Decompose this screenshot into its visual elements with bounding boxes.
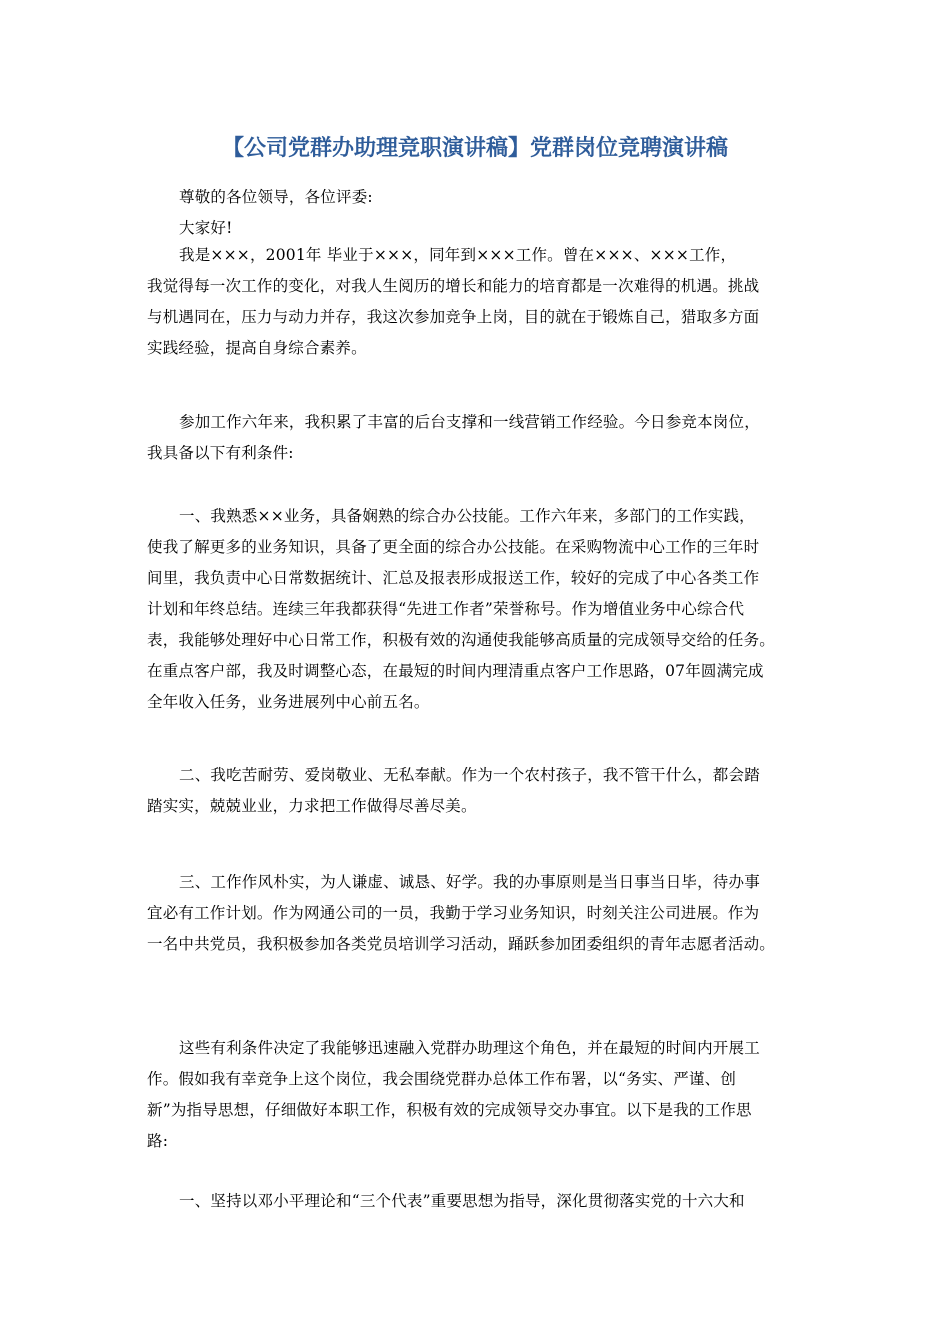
paragraph-line: 宜必有工作计划。作为网通公司的一员，我勤于学习业务知识，时刻关注公司进展。作为: [147, 904, 760, 922]
paragraph-line: 一、坚持以邓小平理论和“三个代表”重要思想为指导，深化贯彻落实党的十六大和: [179, 1192, 745, 1210]
paragraph-line: 计划和年终总结。连续三年我都获得“先进工作者”荣誉称号。作为增值业务中心综合代: [147, 600, 745, 618]
paragraph-line: 踏实实，兢兢业业，力求把工作做得尽善尽美。: [147, 797, 477, 815]
body-paragraph-5: [147, 867, 803, 960]
paragraph-line: 新”为指导思想，仔细做好本职工作，积极有效的完成领导交办事宜。以下是我的工作思: [147, 1101, 752, 1119]
greeting-line: 大家好!: [179, 219, 233, 237]
paragraph-line: 我具备以下有利条件:: [147, 444, 294, 462]
paragraph-line: 一、我熟悉××业务，具备娴熟的综合办公技能。工作六年来，多部门的工作实践，: [179, 507, 755, 525]
salutation-line: 尊敬的各位领导，各位评委:: [179, 188, 373, 206]
paragraph-line: 实践经验，提高自身综合素养。: [147, 339, 367, 357]
paragraph-line: 三、工作作风朴实，为人谦虚、诚恳、好学。我的办事原则是当日事当日毕，待办事: [179, 873, 760, 891]
body-paragraph-6: [147, 1033, 803, 1157]
paragraph-line: 间里，我负责中心日常数据统计、汇总及报表形成报送工作，较好的完成了中心各类工作: [147, 569, 760, 587]
paragraph-line: 与机遇同在，压力与动力并存，我这次参加竞争上岗，目的就在于锻炼自己，猎取多方面: [147, 308, 760, 326]
document-title: 【公司党群办助理竞职演讲稿】党群岗位竞聘演讲稿: [221, 136, 728, 161]
paragraph-line: 在重点客户部，我及时调整心态，在最短的时间内理清重点客户工作思路，07年圆满完成: [147, 662, 764, 680]
paragraph-line: 我觉得每一次工作的变化，对我人生阅历的增长和能力的培育都是一次难得的机遇。挑战: [147, 277, 760, 295]
body-paragraph-2: [147, 407, 803, 469]
body-paragraph-1: [147, 240, 803, 364]
salutation-paragraph: [147, 182, 803, 213]
paragraph-line: 表，我能够处理好中心日常工作，积极有效的沟通使我能够高质量的完成领导交给的任务。: [147, 631, 776, 649]
paragraph-line: 作。假如我有幸竞争上这个岗位，我会围绕党群办总体工作布署，以“务实、严谨、创: [147, 1070, 737, 1088]
paragraph-line: 我是×××，2001年 毕业于×××，同年到×××工作。曾在×××、×××工作，: [179, 246, 737, 264]
body-paragraph-7: [147, 1186, 803, 1217]
paragraph-line: 二、我吃苦耐劳、爱岗敬业、无私奉献。作为一个农村孩子，我不管干什么，都会踏: [179, 766, 760, 784]
paragraph-line: 参加工作六年来，我积累了丰富的后台支撑和一线营销工作经验。今日参竞本岗位，: [179, 413, 760, 431]
body-paragraph-4: [147, 760, 803, 822]
body-paragraph-3: [147, 501, 803, 718]
paragraph-line: 一名中共党员，我积极参加各类党员培训学习活动，踊跃参加团委组织的青年志愿者活动。: [147, 935, 776, 953]
paragraph-line: 全年收入任务，业务进展列中心前五名。: [147, 693, 430, 711]
paragraph-line: 路:: [147, 1132, 169, 1150]
paragraph-line: 使我了解更多的业务知识，具备了更全面的综合办公技能。在采购物流中心工作的三年时: [147, 538, 760, 556]
paragraph-line: 这些有利条件决定了我能够迅速融入党群办助理这个角色，并在最短的时间内开展工: [179, 1039, 760, 1057]
